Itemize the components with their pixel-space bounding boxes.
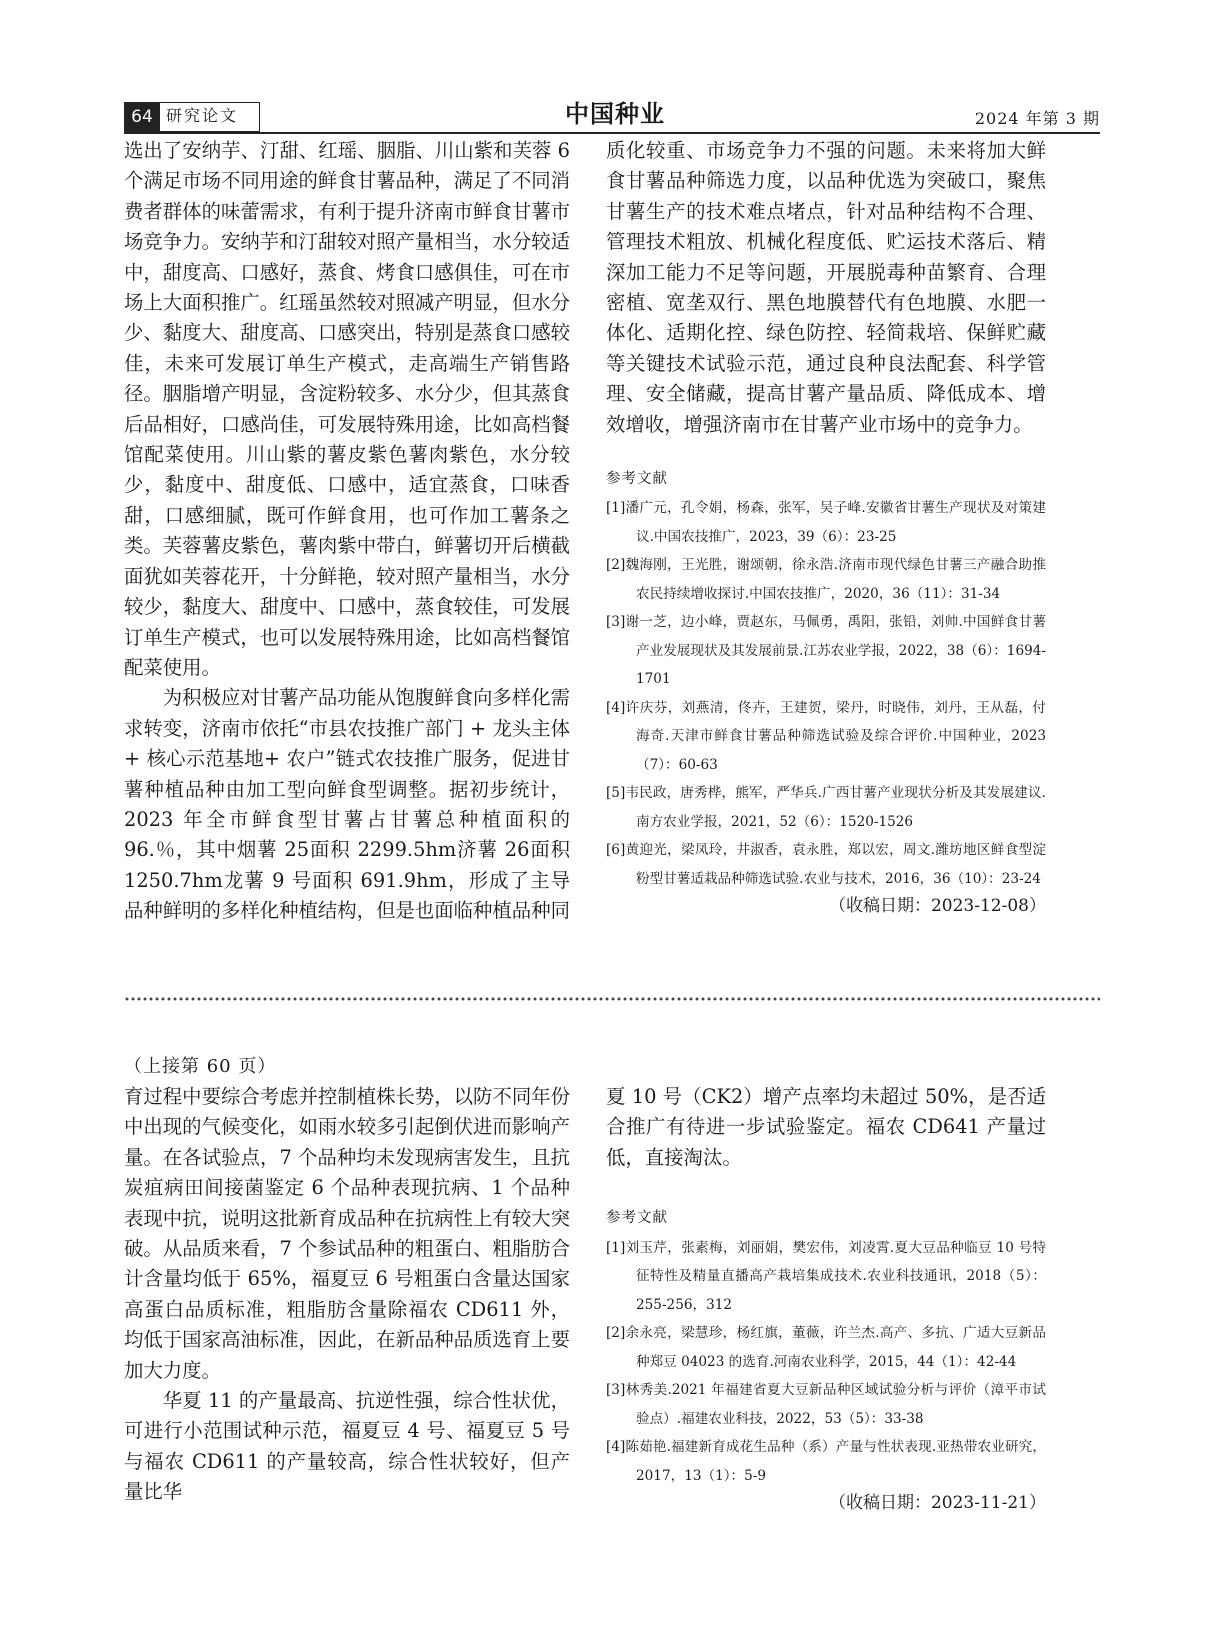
paragraph: 育过程中要综合考虑并控制植株长势，以防不同年份中出现的气候变化，如雨水较多引起倒伏进而影响产量。在各试验点，7 个品种均未发现病害发生，且抗炭疽病田间接菌鉴定 6 个品种表现抗病、1 个品种表现中抗，说明这批新育成品种在抗病性上有较大突破。从品质来看，7 个参试品种的粗蛋白、粗脂肪合计含量均低于 65%，福夏豆 6 号粗蛋白含量达国家高蛋白品质标准，粗脂肪含量除福农 CD611 外，均低于国家高油标准，因此，在新品种品质选育上要加大力度。 <box>124 1085 570 1382</box>
reference-item: [1]刘玉芹，张素梅，刘丽娟，樊宏伟，刘凌霄.夏大豆品种临豆 10 号特征特性及精量直播高产栽培集成技术.农业科技通讯，2018（5）：255-256，312 <box>606 1239 1046 1313</box>
reference-item: [4]许庆芬，刘燕清，佟卉，王建贺，梁丹，时晓伟，刘丹，王从磊，付海奇.天津市鲜食甘薯品种筛选试验及综合评价.中国种业，2023（7）：60-63 <box>606 699 1046 773</box>
page-number: 64 <box>124 102 160 132</box>
received-date: （收稿日期：2023-12-08） <box>828 896 1046 917</box>
reference-item: [3]林秀美.2021 年福建省夏大豆新品种区域试验分析与评价（漳平市试验点）.福建农业科技，2022，53（5）：33-38 <box>606 1382 1046 1427</box>
paragraph: 为积极应对甘薯产品功能从饱腹鲜食向多样化需求转变，济南市依托“市县农技推广部门 + 龙头主体+ 核心示范基地+ 农户”链式农技推广服务，促进甘薯种植品种由加工型向鲜食型调整。据初步统计，2023 年全市鲜食型甘薯占甘薯总种植面积的 96.％，其中烟薯 25面积 2299.5hm济薯 26面积 1250.7hm龙薯 9 号面积 691.9hm，形成了主导品种鲜明的多样化种植结构，但是也面临种植品种同 <box>124 686 570 923</box>
article-divider <box>124 996 1100 1002</box>
issue-label: 2024 年第 3 期 <box>974 109 1100 128</box>
continued-note: （上接第 60 页） <box>124 1056 277 1077</box>
references-title: 参考文献 <box>606 1210 668 1227</box>
reference-item: [3]谢一芝，边小峰，贾赵东，马佩勇，禹阳，张铅，刘帅.中国鲜食甘薯产业发展现状及其发展前景.江苏农业学报，2022，38（6）：1694-1701 <box>606 614 1046 688</box>
section-label: 研究论文 <box>166 106 239 125</box>
references-list <box>606 1234 1046 1491</box>
reference-item: [2]魏海刚，王光胜，谢颂朝，徐永浩.济南市现代绿色甘薯三产融合助推农民持续增收探讨.中国农技推广，2020，36（11）：31-34 <box>606 557 1046 602</box>
paragraph: 选出了安纳芋、汀甜、红瑶、胭脂、川山紫和芙蓉 6 个满足市场不同用途的鲜食甘薯品种，满足了不同消费者群体的味蕾需求，有利于提升济南市鲜食甘薯市场竞争力。安纳芋和汀甜较对照产量相当，水分较适中，甜度高、口感好，蒸食、烤食口感俱佳，可在市场上大面积推广。红瑶虽然较对照减产明显，但水分少、黏度大、甜度高、口感突出，特别是蒸食口感较佳，未来可发展订单生产模式，走高端生产销售路径。胭脂增产明显，含淀粉较多、水分少，但其蒸食后品相好，口感尚佳，可发展特殊用途，比如高档餐馆配菜使用。川山紫的薯皮紫色薯肉紫色，水分较少，黏度中、甜度低、口感中，适宜蒸食，口味香甜，口感细腻，既可作鲜食用，也可作加工薯条之类。芙蓉薯皮紫色，薯肉紫中带白，鲜薯切开后横截面犹如芙蓉花开，十分鲜艳，较对照产量相当，水分较少，黏度大、甜度中、口感中，蒸食较佳，可发展订单生产模式，也可以发展特殊用途，比如高档餐馆配菜使用。 <box>124 139 570 679</box>
received-date: （收稿日期：2023-11-21） <box>828 1493 1046 1514</box>
reference-item: [1]潘广元，孔令娟，杨森，张军，吴子峰.安徽省甘薯生产现状及对策建议.中国农技推广，2023，39（6）：23-25 <box>606 500 1046 545</box>
reference-item: [2]余永亮，梁慧珍，杨红旗，董薇，许兰杰.高产、多抗、广适大豆新品种郑豆 04023 的选育.河南农业科学，2015，44（1）：42-44 <box>606 1325 1046 1370</box>
header-rule <box>124 132 1100 134</box>
top-left-column <box>124 136 570 927</box>
paragraph: 质化较重、市场竞争力不强的问题。未来将加大鲜食甘薯品种筛选力度，以品种优选为突破口，聚焦甘薯生产的技术难点堵点，针对品种结构不合理、管理技术粗放、机械化程度低、贮运技术落后、精深加工能力不足等问题，开展脱毒种苗繁育、合理密植、宽垄双行、黑色地膜替代有色地膜、水肥一体化、适期化控、绿色防控、轻简栽培、保鲜贮藏等关键技术试验示范，通过良种良法配套、科学管理、安全储藏，提高甘薯产量品质、降低成本、增效增收，增强济南市在甘薯产业市场中的竞争力。 <box>606 139 1046 436</box>
references-title: 参考文献 <box>606 471 668 488</box>
bottom-left-column <box>124 1082 570 1508</box>
top-right-column <box>606 136 1046 919</box>
references-list <box>606 494 1046 893</box>
reference-item: [6]黄迎光，梁凤玲，井淑香，袁永胜，郑以宏，周文.潍坊地区鲜食型淀粉型甘薯适栽品种筛选试验.农业与技术，2016，36（10）：23-24 <box>606 842 1046 887</box>
reference-item: [5]韦民政，唐秀桦，熊军，严华兵.广西甘薯产业现状分析及其发展建议.南方农业学报，2021，52（6）：1520-1526 <box>606 785 1046 830</box>
paragraph: 夏 10 号（CK2）增产点率均未超过 50%，是否适合推广有待进一步试验鉴定。福农 CD641 产量过低，直接淘汰。 <box>606 1085 1046 1169</box>
journal-title: 中国种业 <box>565 99 665 128</box>
reference-item: [4]陈茹艳.福建新育成花生品种（系）产量与性状表现.亚热带农业研究，2017，13（1）：5-9 <box>606 1439 1046 1484</box>
paragraph: 华夏 11 的产量最高、抗逆性强，综合性状优，可进行小范围试种示范，福夏豆 4 号、福夏豆 5 号与福农 CD611 的产量较高，综合性状较好，但产量比华 <box>124 1389 570 1504</box>
bottom-right-column <box>606 1082 1046 1516</box>
